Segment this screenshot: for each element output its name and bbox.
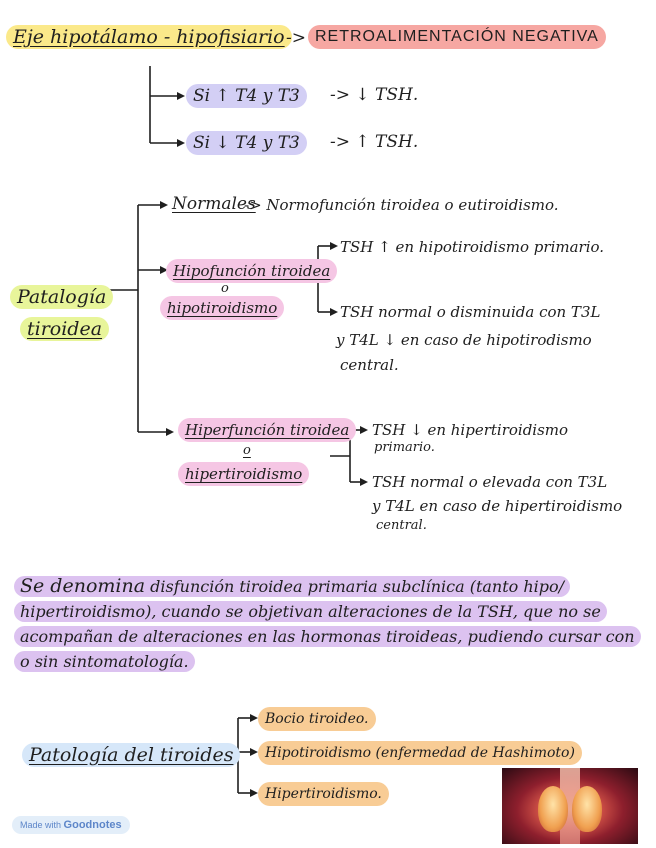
hipo-sub2-line2: y T4L ↓ en caso de hipotirodismo (336, 331, 592, 349)
retroalimentacion-label: RETROALIMENTACIÓN NEGATIVA (308, 25, 606, 49)
branch2-result: -> ↑ TSH. (330, 132, 419, 152)
hipo-sub1: TSH ↑ en hipotiroidismo primario. (340, 238, 605, 256)
goodnotes-badge[interactable] (12, 816, 130, 834)
hiper-sub2-line2: y T4L en caso de hipertiroidismo (372, 497, 623, 515)
paragraph-lead: Se denomina (20, 575, 146, 597)
hipofuncion-line2: o (221, 281, 229, 296)
badge-brand: Goodnotes (63, 819, 122, 831)
patologia-tiroides-root: Patología del tiroides (22, 743, 240, 767)
hiper-sub1-line2: primario. (374, 440, 435, 455)
normales-description: -> Normofunción tiroidea o eutiroidismo. (244, 196, 559, 214)
hiper-sub1-line1: TSH ↓ en hipertiroidismo (372, 421, 569, 439)
thyroid-right-lobe (572, 786, 602, 832)
thyroid-left-lobe (538, 786, 568, 832)
hiperfuncion-line2: o (243, 443, 251, 458)
hipofuncion-line1: Hipofunción tiroidea (166, 259, 337, 283)
branch1-result: -> ↓ TSH. (330, 85, 419, 105)
patologia-root-line2: tiroidea (20, 317, 109, 341)
hiper-sub2-line3: central. (376, 518, 427, 533)
eje-title: Eje hipotálamo - hipofisiario (6, 25, 292, 49)
bocio-item: Bocio tiroideo. (258, 707, 376, 731)
hipertiroidismo-label: hipertiroidismo (178, 462, 309, 486)
hipo-sub2-line3: central. (340, 356, 399, 374)
patologia-root-line1: Patalogía (10, 285, 113, 309)
hipertiroidismo-item: Hipertiroidismo. (258, 782, 389, 806)
hiper-sub2-line1: TSH normal o elevada con T3L (372, 473, 608, 491)
hiperfuncion-line1: Hiperfunción tiroidea (178, 418, 356, 442)
paragraph-body: disfunción tiroidea primaria subclínica (tanto hipo/ hipertiroidismo), cuando se objetivan alteraciones de la TSH, que no se acompañan de alteraciones en las hormonas tiroideas, pudiendo cursar con o sin sintomatología. (20, 577, 635, 671)
hipo-sub2-line1: TSH normal o disminuida con T3L (340, 303, 601, 321)
branch1-condition: Si ↑ T4 y T3 (186, 84, 307, 108)
hipotiroidismo-label: hipotiroidismo (160, 296, 284, 320)
branch2-condition: Si ↓ T4 y T3 (186, 131, 307, 155)
thyroid-image (502, 768, 638, 844)
badge-prefix: Made with (20, 820, 62, 830)
subclinica-paragraph (14, 574, 642, 674)
title-arrow: -> (286, 28, 306, 48)
normales-label: Normales (172, 194, 256, 214)
hashimoto-item: Hipotiroidismo (enfermedad de Hashimoto) (258, 741, 582, 765)
